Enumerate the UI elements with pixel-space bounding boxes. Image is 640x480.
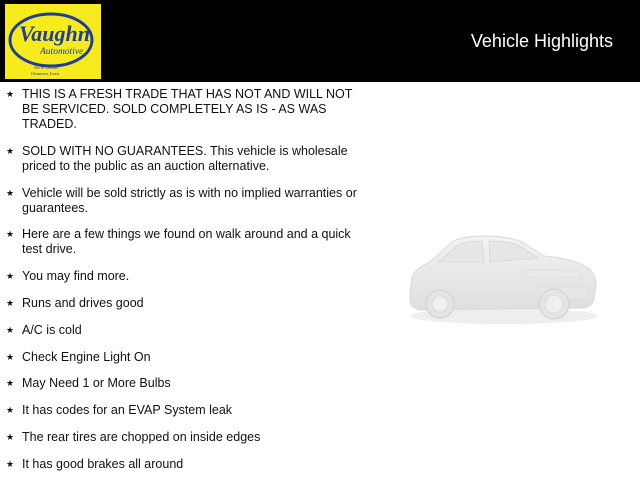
list-item bbox=[6, 457, 358, 472]
car-silhouette-icon bbox=[404, 232, 600, 328]
list-item-text: THIS IS A FRESH TRADE THAT HAS NOT AND WILL NOT BE SERVICED. SOLD COMPLETELY AS IS - AS WAS TRADED. bbox=[22, 87, 353, 131]
list-item-text: It has codes for an EVAP System leak bbox=[22, 403, 233, 418]
list-item-text: SOLD WITH NO GUARANTEES. This vehicle is wholesale priced to the public as an auction alternative. bbox=[22, 143, 348, 173]
star-icon: ★ bbox=[6, 297, 15, 308]
list-item bbox=[6, 376, 358, 391]
list-item-text: Here are a few things we found on walk around and a quick test drive. bbox=[22, 227, 351, 257]
list-item-text: Check Engine Light On bbox=[22, 349, 151, 364]
list-item-text: You may find more. bbox=[22, 269, 130, 284]
list-item-text: A/C is cold bbox=[22, 322, 82, 337]
dealer-logo bbox=[5, 4, 101, 79]
star-icon: ★ bbox=[6, 378, 15, 389]
logo-tagline-text: Automotive bbox=[40, 47, 84, 57]
dealer-logo-mark bbox=[5, 4, 101, 79]
star-icon: ★ bbox=[6, 458, 15, 469]
list-item bbox=[6, 430, 358, 445]
star-icon: ★ bbox=[6, 271, 15, 282]
star-icon: ★ bbox=[6, 431, 15, 442]
star-icon: ★ bbox=[6, 89, 15, 99]
logo-slogan-text: We're Dealin'! bbox=[34, 65, 60, 70]
star-icon: ★ bbox=[6, 405, 15, 416]
list-item bbox=[6, 296, 358, 311]
logo-location-text: Ottumwa, Iowa bbox=[31, 71, 59, 76]
star-icon: ★ bbox=[6, 187, 15, 198]
list-item bbox=[6, 403, 358, 418]
list-item bbox=[6, 269, 358, 284]
list-item bbox=[6, 144, 358, 174]
list-item-text: May Need 1 or More Bulbs bbox=[22, 376, 171, 391]
star-icon: ★ bbox=[6, 229, 15, 240]
list-item bbox=[6, 186, 358, 216]
star-icon: ★ bbox=[6, 324, 15, 335]
logo-brand-text: Vaughn bbox=[19, 21, 90, 46]
list-item bbox=[6, 323, 358, 338]
list-item-text: Runs and drives good bbox=[22, 295, 144, 310]
list-item bbox=[6, 227, 358, 257]
list-item-text: It has good brakes all around bbox=[22, 456, 184, 471]
star-icon: ★ bbox=[6, 351, 15, 362]
header-bar bbox=[0, 0, 640, 82]
page-title: Vehicle Highlights bbox=[470, 31, 613, 51]
list-item-text: Vehicle will be sold strictly as is with no implied warranties or guarantees. bbox=[22, 185, 357, 215]
highlights-list bbox=[6, 87, 358, 480]
list-item bbox=[6, 350, 358, 365]
list-item bbox=[6, 87, 358, 132]
star-icon: ★ bbox=[6, 145, 15, 156]
list-item-text: The rear tires are chopped on inside edges bbox=[22, 429, 261, 444]
